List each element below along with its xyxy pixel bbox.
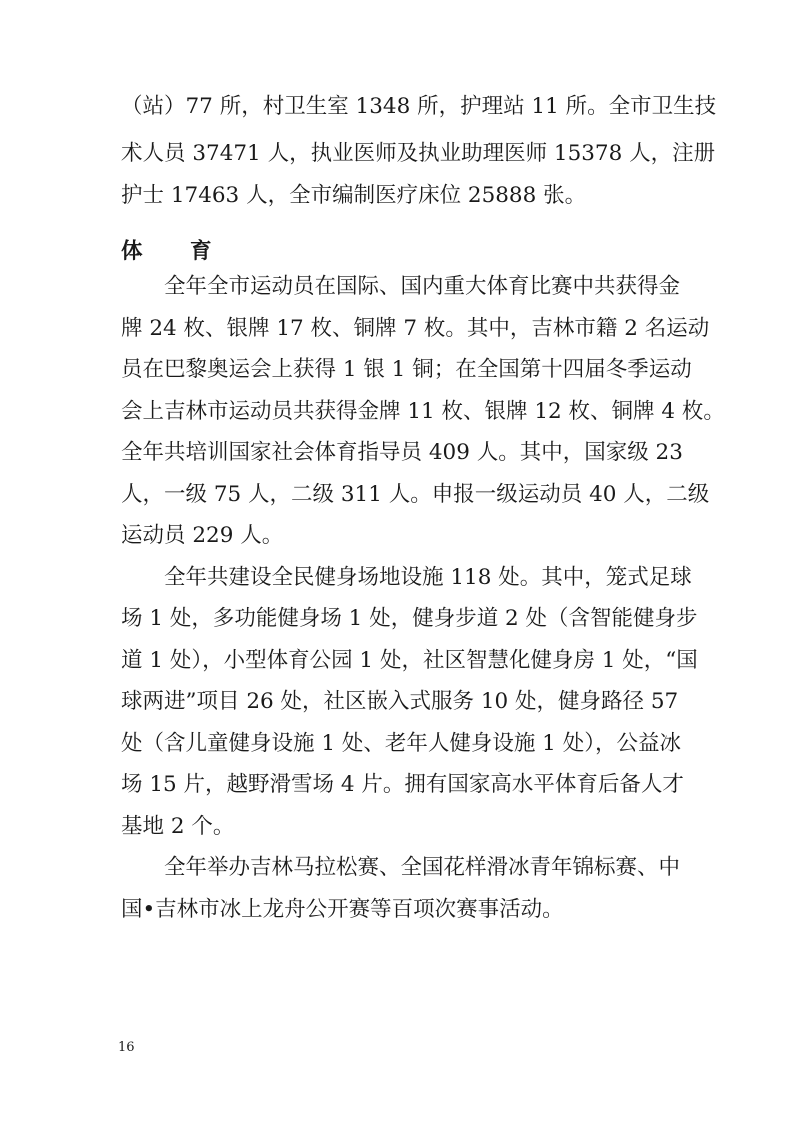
text-line: 全年共培训国家社会体育指导员 409 人。其中，国家级 23 xyxy=(121,440,683,465)
text-line: 全年共建设全民健身场地设施 118 处。其中，笼式足球 xyxy=(164,565,692,590)
text-line: 护士 17463 人，全市编制医疗床位 25888 张。 xyxy=(121,183,587,208)
text-line: 全年全市运动员在国际、国内重大体育比赛中共获得金 xyxy=(164,274,681,299)
page-number: 16 xyxy=(118,1040,135,1055)
text-line: 场 15 片，越野滑雪场 4 片。拥有国家高水平体育后备人才 xyxy=(121,772,684,797)
text-line: 人，一级 75 人，二级 311 人。申报一级运动员 40 人，二级 xyxy=(121,482,710,507)
text-line: 全年举办吉林马拉松赛、全国花样滑冰青年锦标赛、中 xyxy=(164,855,681,880)
text-line: 球两进”项目 26 处，社区嵌入式服务 10 处，健身路径 57 xyxy=(121,689,679,714)
text-line: 牌 24 枚、银牌 17 枚、铜牌 7 枚。其中，吉林市籍 2 名运动 xyxy=(121,316,710,341)
text-line: 员在巴黎奥运会上获得 1 银 1 铜；在全国第十四届冬季运动 xyxy=(121,357,692,382)
text-line: 基地 2 个。 xyxy=(121,814,235,839)
text-line: 处（含儿童健身设施 1 处、老年人健身设施 1 处），公益冰 xyxy=(121,731,681,756)
text-line: 运动员 229 人。 xyxy=(121,523,284,548)
section-heading-sports: 体 育 xyxy=(121,239,232,264)
text-line: 场 1 处，多功能健身场 1 处，健身步道 2 处（含智能健身步 xyxy=(121,606,698,631)
text-line: 术人员 37471 人，执业医师及执业助理医师 15378 人，注册 xyxy=(121,141,716,166)
text-line: （站）77 所，村卫生室 1348 所，护理站 11 所。全市卫生技 xyxy=(121,94,717,119)
text-line: 国•吉林市冰上龙舟公开赛等百项次赛事活动。 xyxy=(121,897,564,922)
text-line: 会上吉林市运动员共获得金牌 11 枚、银牌 12 枚、铜牌 4 枚。 xyxy=(121,399,725,424)
text-line: 道 1 处），小型体育公园 1 处，社区智慧化健身房 1 处，“国 xyxy=(121,648,698,673)
